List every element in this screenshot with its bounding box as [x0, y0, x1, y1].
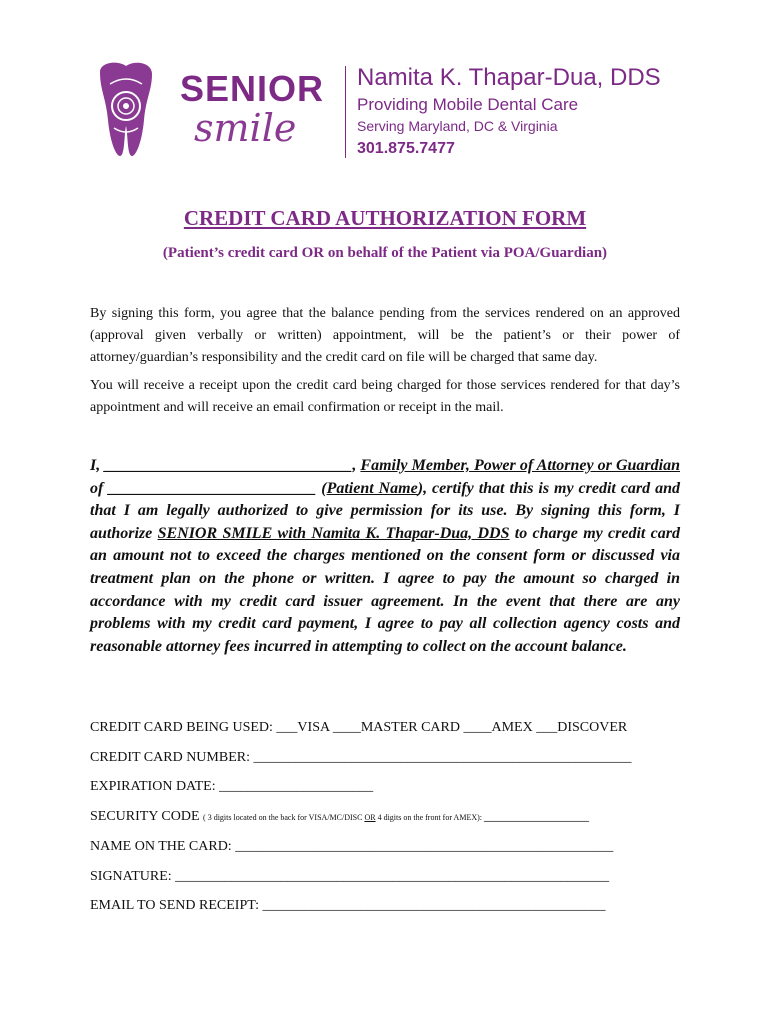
phone-number: 301.875.7477 — [357, 140, 455, 157]
cert-patient-name: Patient Name — [326, 479, 418, 497]
agreement-paragraph: By signing this form, you agree that the balance pending from the services rendered on an approved (approval given verbally or written) appointment, will be the patient’s or their power of attorney/guardian’s responsibility and the credit card on file will be charged that same day. — [90, 306, 680, 365]
security-code-line: _______________ — [484, 809, 589, 824]
card-type-field[interactable]: CREDIT CARD BEING USED: ___VISA ____MASTER CARD ____AMEX ___DISCOVER — [90, 720, 628, 735]
logo-smile-text: smile — [194, 106, 297, 150]
receipt-paragraph: You will receive a receipt upon the credit card being charged for those services rendered for that day’s appointment and will receive an email confirmation or receipt in the mail. — [90, 378, 680, 415]
security-code-label: SECURITY CODE — [90, 809, 204, 824]
cert-text-3: ), certify that this is my credit card and that I am legally authorized to give permission for its use. By signing this form, I authorize — [90, 479, 680, 542]
email-receipt-field[interactable]: EMAIL TO SEND RECEIPT: _________________________________________________ — [90, 898, 606, 913]
cert-practice-name: SENIOR SMILE with Namita K. Thapar-Dua, DDS — [157, 524, 510, 542]
certification-statement — [90, 455, 680, 658]
doctor-name: Namita K. Thapar-Dua, DDS — [357, 64, 661, 91]
card-number-field[interactable]: CREDIT CARD NUMBER: ______________________________________________________ — [90, 750, 632, 765]
cert-text-1: I, _______________________________, — [90, 457, 361, 474]
cert-text-2: of __________________________ ( — [90, 479, 327, 497]
expiration-date-field[interactable]: EXPIRATION DATE: ______________________ — [90, 779, 374, 794]
tagline: Providing Mobile Dental Care — [357, 95, 579, 114]
name-on-card-field[interactable]: NAME ON THE CARD: ______________________________________________________ — [90, 839, 614, 854]
security-code-field[interactable] — [90, 809, 589, 825]
header-divider — [345, 66, 346, 158]
cert-relationship: Family Member, Power of Attorney or Guardian — [360, 457, 680, 474]
form-subtitle: (Patient’s credit card OR on behalf of the Patient via POA/Guardian) — [162, 245, 608, 261]
signature-field[interactable]: SIGNATURE: ______________________________________________________________ — [90, 869, 610, 884]
service-area: Serving Maryland, DC & Virginia — [357, 118, 558, 134]
cert-text-4: to charge my credit card an amount not to exceed the charges mentioned on the consent form or discussed via treatment plan on the phone or written. I agree to pay the amount so charged in accordance with my credit card issuer agreement. In the event that there are any problems with my credit card payment, I agree to pay all collection agency costs and reasonable attorney fees incurred in attempting to collect on the account balance. — [90, 524, 681, 655]
logo-senior-text: SENIOR — [180, 68, 325, 109]
security-code-note: ( 3 digits located on the back for VISA/MC/DISC OR 4 digits on the front for AMEX): — [203, 813, 484, 822]
form-title: CREDIT CARD AUTHORIZATION FORM — [183, 206, 587, 230]
